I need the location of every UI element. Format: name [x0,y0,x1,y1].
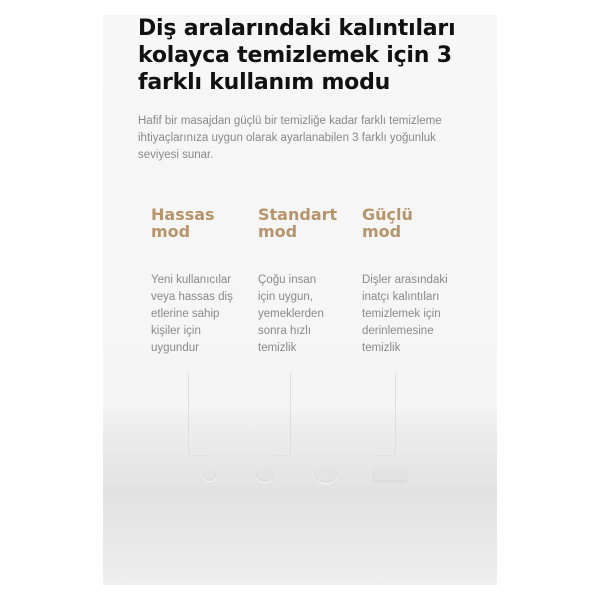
mode-sensitive [151,206,261,357]
connector-line-2-foot [273,455,291,456]
feature-card [103,15,497,585]
mode-standard-title: Standart mod [258,205,338,241]
nozzle-flat-icon [373,469,407,482]
lead-paragraph: Hafif bir masajdan güçlü bir temizliğe kadar farklı temizleme ihtiyaçlarınıza uygun olarak ayarlanabilen 3 farklı yoğunluk seviyesi sunar. [138,115,442,161]
nozzle-large-icon [314,466,338,483]
connector-line-1 [188,373,189,455]
mode-standard [258,206,368,357]
mode-standard-description: Çoğu insan için uygun, yemeklerden sonra hızlı temizlik [258,274,324,354]
nozzle-medium-icon [256,468,275,482]
connector-line-1-foot [188,455,208,456]
headline: Diş aralarındaki kalıntıları kolayca temizlemek için 3 farklı kullanım modu [138,16,456,95]
connector-line-2 [290,373,291,455]
mode-strong-title: Güçlü mod [362,205,413,241]
mode-sensitive-title: Hassas mod [151,205,215,241]
mode-strong [362,206,472,357]
connector-line-3 [395,373,396,455]
nozzle-small-icon [203,470,216,481]
connector-line-3-foot [373,455,396,456]
mode-sensitive-description: Yeni kullanıcılar veya hassas diş etlerine sahip kişiler için uygundur [151,274,233,354]
mode-strong-description: Dişler arasındaki inatçı kalıntıları temizlemek için derinlemesine temizlik [362,274,448,354]
